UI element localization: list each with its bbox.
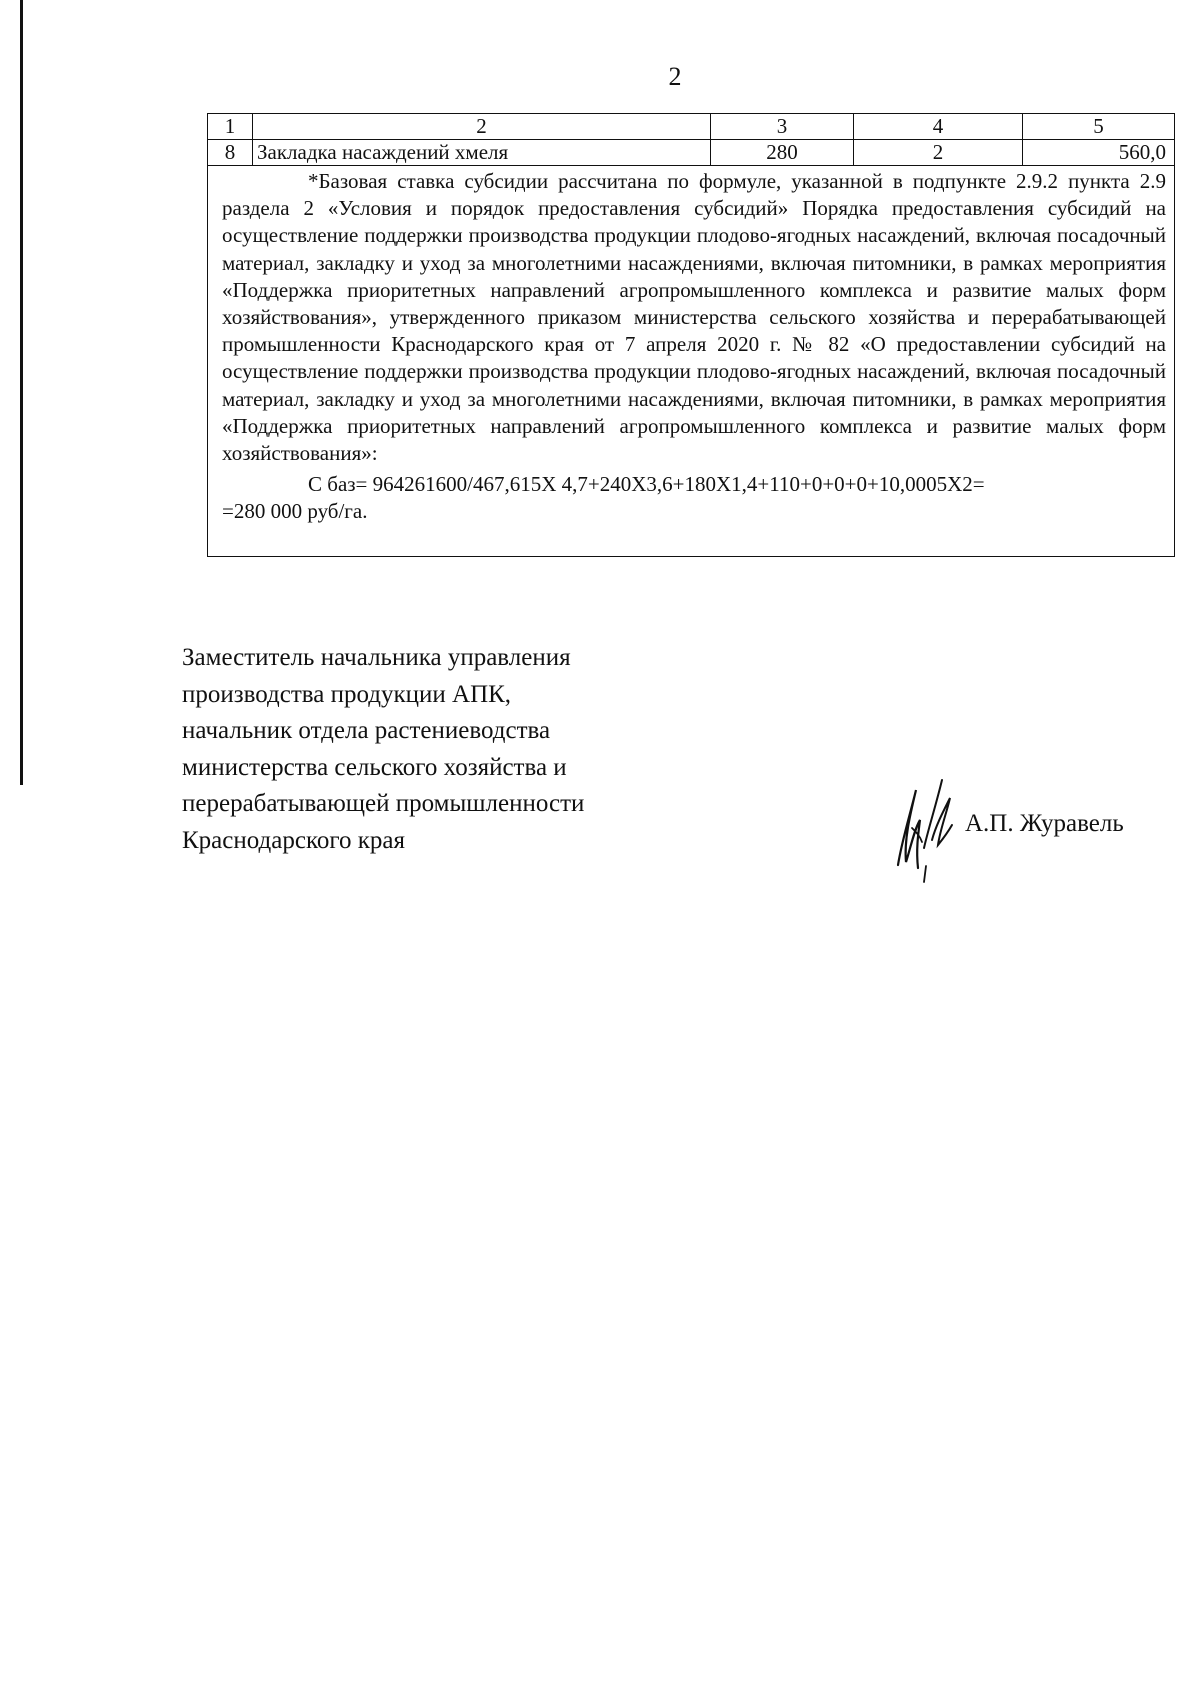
signer-title-line: перерабатывающей промышленности (182, 790, 585, 817)
header-col-5: 5 (1023, 114, 1175, 140)
scan-edge-line (20, 0, 23, 785)
table-row (208, 140, 1175, 166)
signer-title-line: производства продукции АПК, (182, 680, 512, 708)
footnote-paragraph: *Базовая ставка субсидии рассчитана по формуле, указанной в подпункте 2.9.2 пункта 2.9 раздела 2 «Условия и порядок предоставления субсидий» Порядка предоставления субсидий на осуществление поддержки производства продукции плодово-ягодных насаждений, включая посадочный материал, закладку и уход за многолетними насаждениями, включая питомники, в рамках мероприятия «Поддержка приоритетных направлений агропромышленного комплекса и развитие малых форм хозяйствования», утвержденного приказом министерства сельского хозяйства и перерабатывающей промышленности Краснодарского края от 7 апреля 2020 г. № 82 «О предоставлении субсидий на осуществление поддержки производства продукции плодово-ягодных насаждений, включая посадочный материал, закладку и уход за многолетними насаждениями, включая питомники, в рамках мероприятия «Поддержка приоритетных направлений агропромышленного комплекса и развитие малых форм хозяйствования»: (222, 169, 1166, 466)
signer-title-line: министерства сельского хозяйства и (182, 753, 567, 781)
formula-line-1: С баз= 964261600/467,615Х 4,7+240Х3,6+180Х1,4+110+0+0+0+10,0005Х2= (308, 472, 985, 497)
formula-line-2: =280 000 руб/га. (222, 499, 368, 524)
table-header-row (208, 114, 1175, 140)
header-col-3: 3 (711, 114, 854, 140)
subsidy-table (207, 113, 1175, 557)
signer-title-line: Заместитель начальника управления (182, 644, 571, 671)
footnote-cell (208, 166, 1175, 557)
table-note-row (208, 166, 1175, 557)
signer-title-line: Краснодарского края (182, 826, 405, 854)
signer-name: А.П. Журавель (965, 810, 1124, 837)
row-area: 2 (854, 140, 1023, 166)
row-sum: 560,0 (1023, 140, 1175, 166)
signer-title-line: начальник отдела растениеводства (182, 717, 551, 744)
row-name: Закладка насаждений хмеля (253, 140, 711, 166)
row-rate: 280 (711, 140, 854, 166)
row-number: 8 (208, 140, 253, 166)
header-col-2: 2 (253, 114, 711, 140)
header-col-4: 4 (854, 114, 1023, 140)
header-col-1: 1 (208, 114, 253, 140)
page-number: 2 (668, 62, 682, 91)
signer-title-block (182, 640, 702, 859)
